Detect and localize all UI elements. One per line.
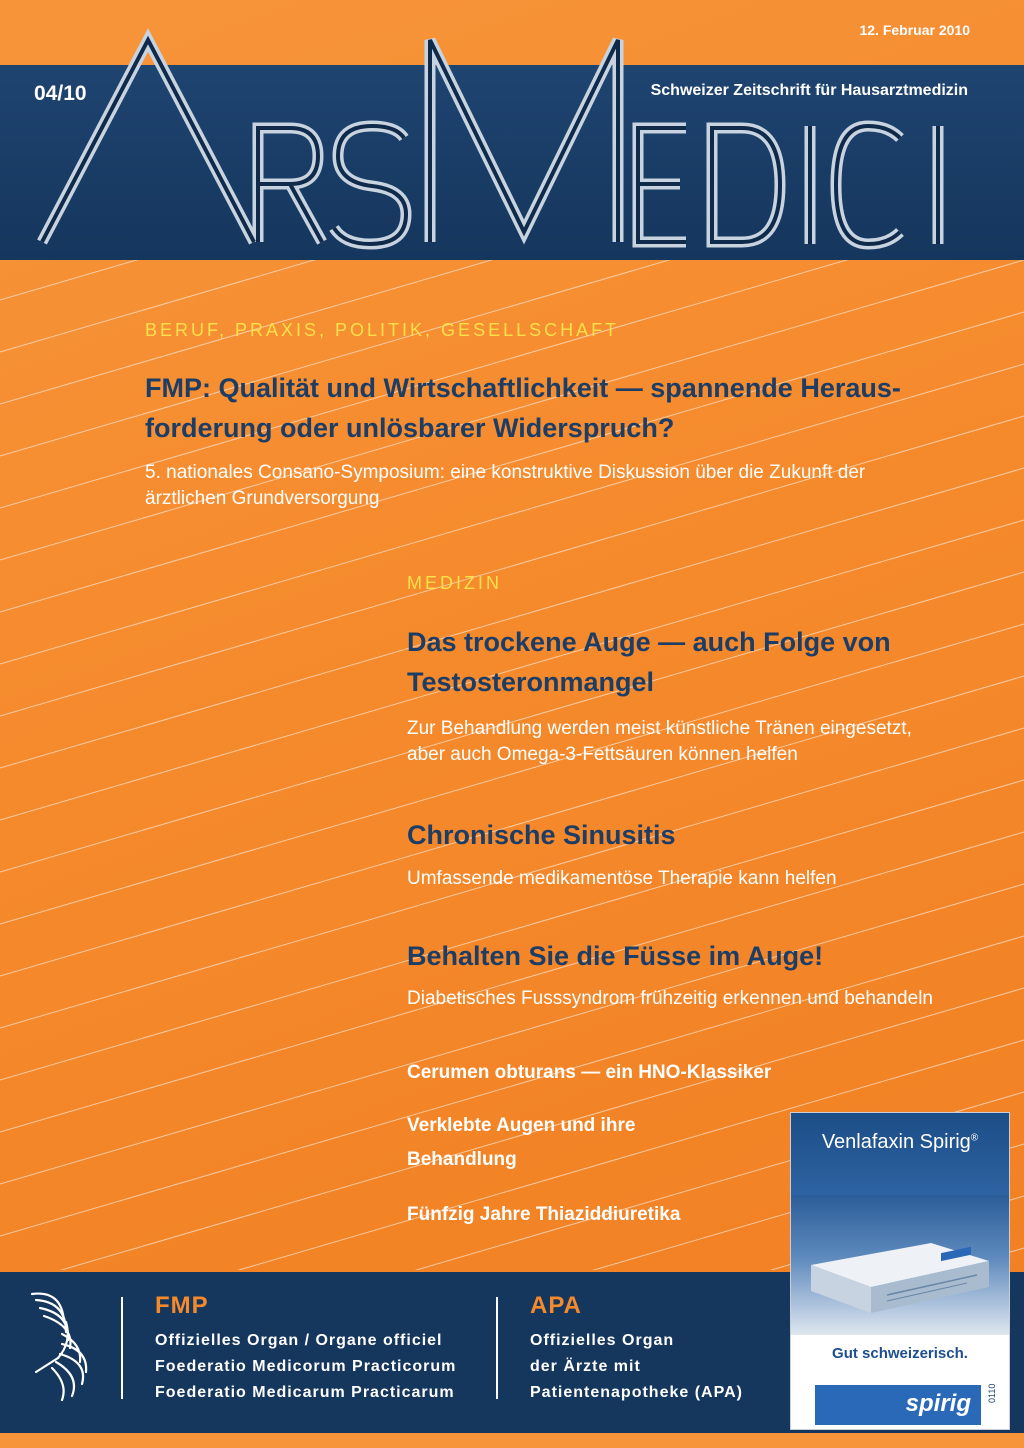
apa-line: Offizielles Organ	[530, 1332, 675, 1349]
article-deck-line2: aber auch Omega-3-Fettsäuren können helfen	[407, 744, 798, 765]
section-kicker-beruf: BERUF, PRAXIS, POLITIK, GESELLSCHAFT	[145, 320, 620, 340]
article-headline-trockene-auge	[407, 622, 1007, 702]
apa-title: APA	[530, 1292, 582, 1319]
lead-headline	[145, 368, 965, 448]
spirig-brand-text: spirig	[905, 1390, 971, 1417]
ad-product-name	[791, 1131, 1009, 1154]
fmp-title: FMP	[155, 1292, 209, 1319]
spirig-logo	[815, 1385, 981, 1425]
ad-code: 0110	[987, 1383, 997, 1403]
footer-divider-right	[496, 1297, 498, 1399]
fmp-line: Foederatio Medicorum Practicorum	[155, 1358, 457, 1375]
lead-deck	[145, 460, 965, 512]
section-kicker-medizin: MEDIZIN	[407, 573, 502, 593]
short-item-thiazid: Fünfzig Jahre Thiaziddiuretika	[407, 1204, 681, 1225]
article-deck-line1: Zur Behandlung werden meist künstliche Tränen eingesetzt,	[407, 718, 912, 739]
article-deck-trockene-auge	[407, 716, 1007, 768]
issue-date: 12. Februar 2010	[859, 22, 970, 38]
ars-medici-logo	[0, 0, 1024, 270]
ad-registered-mark: ®	[970, 1132, 979, 1144]
ad-product-text: Venlafaxin Spirig	[821, 1131, 971, 1153]
lead-deck-line1: 5. nationales Consano-Symposium: eine konstruktive Diskussion über die Zukunft der	[145, 462, 866, 483]
article-headline-sinusitis: Chronische Sinusitis	[407, 820, 676, 850]
article-headline-fuesse: Behalten Sie die Füsse im Auge!	[407, 941, 824, 971]
lead-headline-line2: forderung oder unlösbarer Widerspruch?	[145, 413, 675, 443]
fmp-line: Foederatio Medicarum Practicarum	[155, 1384, 455, 1401]
footer-divider-left	[121, 1297, 123, 1399]
apa-line: Patientenapotheke (APA)	[530, 1384, 743, 1401]
short-item-verklebte-augen: Verklebte Augen und ihre	[407, 1115, 636, 1136]
lead-deck-line2: ärztlichen Grundversorgung	[145, 488, 380, 509]
article-deck-sinusitis: Umfassende medikamentöse Therapie kann helfen	[407, 868, 837, 889]
ad-product-photo	[791, 1195, 1009, 1335]
venlafaxin-advertisement	[790, 1112, 1010, 1430]
fmp-line: Offizielles Organ / Organe officiel	[155, 1332, 443, 1349]
short-item-cerumen: Cerumen obturans — ein HNO-Klassiker	[407, 1062, 772, 1083]
article-deck-fuesse: Diabetisches Fusssyndrom frühzeitig erkennen und behandeln	[407, 988, 933, 1009]
article-headline-line2: Testosteronmangel	[407, 667, 655, 697]
article-headline-line1: Das trockene Auge — auch Folge von	[407, 627, 891, 657]
medicine-box-icon	[791, 1195, 1009, 1335]
ad-slogan: Gut schweizerisch.	[832, 1345, 968, 1362]
bottom-strip	[0, 1433, 1024, 1448]
masthead-subtitle: Schweizer Zeitschrift für Hausarztmedizin	[650, 82, 968, 99]
lead-headline-line1: FMP: Qualität und Wirtschaftlichkeit — spannende Heraus-	[145, 373, 901, 403]
fmp-logo-icon	[22, 1288, 98, 1404]
apa-line: der Ärzte mit	[530, 1358, 641, 1375]
ad-header	[791, 1113, 1009, 1195]
short-item-behandlung: Behandlung	[407, 1149, 517, 1170]
issue-number: 04/10	[34, 82, 87, 105]
